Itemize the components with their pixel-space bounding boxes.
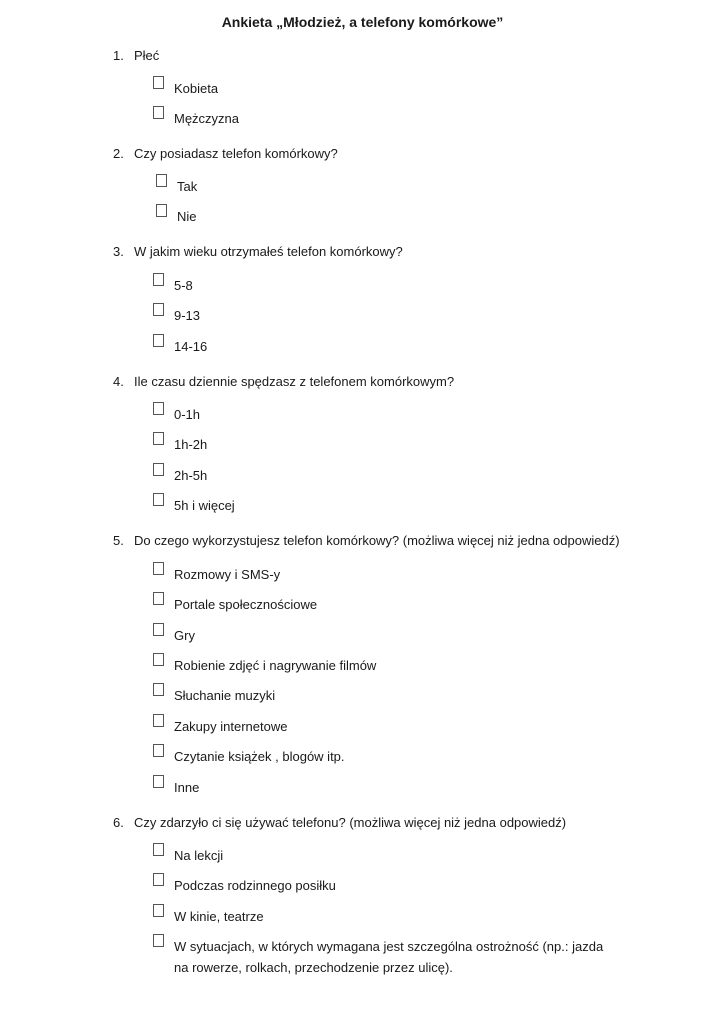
option-label: W sytuacjach, w których wymagana jest szczególna ostrożność (np.: jazda na rowerze, rolkach, przechodzenie przez ulicę). (174, 939, 604, 975)
checkbox[interactable] (153, 934, 164, 947)
option-label: Mężczyzna (174, 111, 240, 126)
checkbox[interactable] (153, 106, 164, 119)
question-3 (113, 244, 403, 259)
option-label: Rozmowy i SMS-y (174, 567, 281, 582)
question-4 (113, 374, 454, 389)
checkbox[interactable] (153, 873, 164, 886)
option-label: Tak (177, 179, 198, 194)
question-5 (113, 533, 620, 548)
option-label: Na lekcji (174, 848, 224, 863)
question-text: Ile czasu dziennie spędzasz z telefonem komórkowym? (134, 374, 455, 389)
option-label: 5h i więcej (174, 498, 235, 513)
checkbox[interactable] (153, 843, 164, 856)
question-text: Do czego wykorzystujesz telefon komórkowy? (możliwa więcej niż jedna odpowiedź) (134, 533, 620, 548)
checkbox[interactable] (153, 432, 164, 445)
checkbox[interactable] (153, 402, 164, 415)
checkbox[interactable] (153, 463, 164, 476)
checkbox[interactable] (153, 334, 164, 347)
option-label: 2h-5h (174, 468, 208, 483)
option-label: W kinie, teatrze (174, 909, 264, 924)
checkbox[interactable] (153, 744, 164, 757)
option-label: Czytanie książek , blogów itp. (174, 749, 345, 764)
option-label: 0-1h (174, 407, 201, 422)
checkbox[interactable] (153, 683, 164, 696)
checkbox[interactable] (153, 653, 164, 666)
option-label: Słuchanie muzyki (174, 688, 276, 703)
option-label: Nie (177, 209, 197, 224)
option-label: Zakupy internetowe (174, 719, 288, 734)
question-number: 1. (113, 48, 124, 63)
option-label: 9-13 (174, 308, 201, 323)
option-label: 14-16 (174, 339, 208, 354)
option-label: 5-8 (174, 278, 193, 293)
checkbox[interactable] (153, 775, 164, 788)
question-text: Czy zdarzyło ci się używać telefonu? (możliwa więcej niż jedna odpowiedź) (134, 815, 567, 830)
checkbox[interactable] (153, 493, 164, 506)
question-text: Płeć (134, 48, 160, 63)
option-label: Podczas rodzinnego posiłku (174, 878, 336, 893)
checkbox[interactable] (153, 904, 164, 917)
option-label: Inne (174, 780, 200, 795)
option-label: Robienie zdjęć i nagrywanie filmów (174, 658, 377, 673)
question-6 (113, 815, 566, 830)
question-number: 5. (113, 533, 124, 548)
checkbox[interactable] (156, 174, 167, 187)
option-label: Kobieta (174, 81, 219, 96)
checkbox[interactable] (153, 273, 164, 286)
question-text: Czy posiadasz telefon komórkowy? (134, 146, 338, 161)
option-label: Portale społecznościowe (174, 597, 318, 612)
question-2 (113, 146, 338, 161)
checkbox[interactable] (153, 562, 164, 575)
question-number: 4. (113, 374, 124, 389)
checkbox[interactable] (156, 204, 167, 217)
option-label: Gry (174, 628, 195, 643)
question-number: 3. (113, 244, 124, 259)
survey-title: Ankieta „Młodzież, a telefony komórkowe” (221, 14, 504, 30)
checkbox[interactable] (153, 76, 164, 89)
checkbox[interactable] (153, 592, 164, 605)
question-1 (113, 48, 159, 63)
question-number: 2. (113, 146, 124, 161)
checkbox[interactable] (153, 623, 164, 636)
option-label: 1h-2h (174, 437, 208, 452)
checkbox[interactable] (153, 303, 164, 316)
question-text: W jakim wieku otrzymałeś telefon komórkowy? (134, 244, 403, 259)
checkbox[interactable] (153, 714, 164, 727)
question-number: 6. (113, 815, 124, 830)
